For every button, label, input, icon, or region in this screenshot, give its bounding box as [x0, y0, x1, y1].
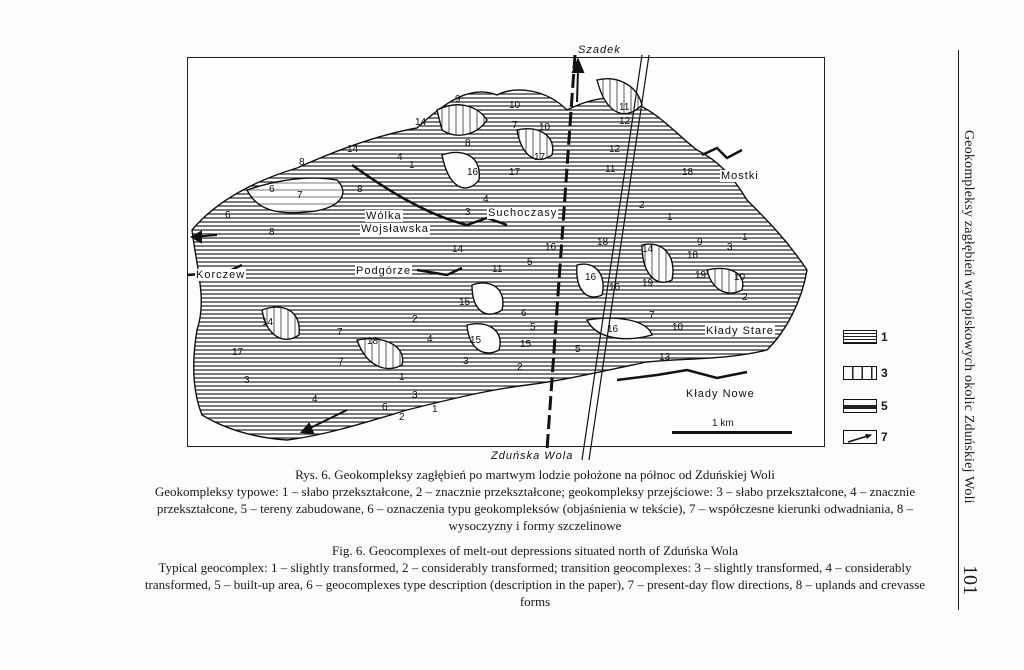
region-number: 8 [465, 138, 471, 149]
region-number: 16 [585, 272, 597, 283]
region-number: 16 [467, 167, 479, 178]
place-szadek: Szadek [578, 44, 621, 56]
region-number: 14 [452, 244, 464, 255]
legend-item-7 [843, 430, 903, 446]
region-number: 8 [269, 227, 275, 238]
region-number: 1 [742, 232, 748, 243]
region-number: 15 [470, 335, 482, 346]
region-number: 12 [609, 144, 621, 155]
caption-polish-body: Geokompleksy typowe: 1 – słabo przekształcone, 2 – znacznie przekształcone; geokompleksy przejściowe: 3 – słabo przekształcone, 4 – znacznie przekształcone, 5 – tereny zabudowane, 6 – oznaczenia typu geokompleksów (objaśnienia w tekście), 7 – współczesne kierunki odwadniania, 8 – wysoczyzny i formy szczelinowe [154, 484, 916, 533]
region-number: 4 [427, 334, 433, 345]
caption-polish [120, 466, 950, 534]
region-number: 2 [517, 362, 523, 373]
legend-swatch-1 [843, 330, 877, 344]
arrow-icon [844, 433, 875, 444]
region-number: 1 [409, 160, 415, 171]
place-podgorze: Podgórze [356, 265, 412, 277]
legend-label-7: 7 [881, 430, 888, 444]
region-number: 15 [459, 297, 471, 308]
region-number: 14 [262, 317, 274, 328]
region-number: 3 [244, 375, 250, 386]
place-zdunska-wola: Zduńska Wola [491, 450, 574, 462]
region-number: 10 [672, 322, 684, 333]
scale-bar-line [672, 431, 792, 434]
region-number: 7 [297, 190, 303, 201]
legend-swatch-3 [843, 366, 877, 380]
region-number: 11 [492, 264, 503, 275]
place-wolka: Wólka [366, 210, 402, 222]
region-number: 7 [512, 120, 518, 131]
region-number: 4 [483, 194, 489, 205]
region-number: 5 [530, 322, 536, 333]
region-number: 18 [687, 250, 699, 261]
region-number: 16 [607, 324, 619, 335]
region-number: 17 [534, 152, 546, 163]
region-number: 18 [682, 167, 694, 178]
region-number: 9 [455, 94, 461, 105]
place-korczew: Korczew [196, 269, 246, 281]
legend-label-1: 1 [881, 330, 888, 344]
caption-english-body: Typical geocomplex: 1 – slightly transformed, 2 – considerably transformed; transition geocomplexes: 3 – slightly transformed, 4 – considerably transformed, 5 – built-up area, 6 – geocomplexes type description (description in the paper), 7 – present-day flow directions, 8 – uplands and crevasse forms [144, 560, 926, 609]
region-number: 4 [312, 394, 318, 405]
scale-label: 1 km [712, 418, 734, 429]
region-number: 1 [432, 404, 438, 415]
running-head: Geokompleksy zagłębień wytopiskowych okolic Zduńskiej Woli [961, 130, 976, 504]
legend-label-5: 5 [881, 399, 888, 413]
caption-english-title: Fig. 6. Geocomplexes of melt-out depressions situated north of Zduńska Wola [332, 543, 738, 558]
region-number: 7 [338, 357, 344, 368]
region-number: 14 [415, 117, 427, 128]
region-number: 13 [659, 352, 671, 363]
region-number: 3 [412, 390, 418, 401]
region-number: 16 [545, 242, 557, 253]
region-number: 3 [463, 356, 469, 367]
region-number: 6 [269, 184, 275, 195]
legend-label-3: 3 [881, 366, 888, 380]
region-number: 1 [667, 212, 673, 223]
place-klady-nowe: Kłady Nowe [686, 388, 755, 400]
region-number: 18 [597, 237, 609, 248]
legend-item-3 [843, 366, 903, 382]
region-number: 17 [232, 347, 244, 358]
region-number: 12 [619, 116, 631, 127]
region-number: 14 [347, 144, 359, 155]
region-number: 15 [520, 339, 532, 350]
scale-bar [672, 418, 792, 436]
place-wojslawska: Wojsławska [361, 223, 429, 235]
region-number: 10 [539, 122, 551, 133]
region-number: 5 [575, 344, 581, 355]
place-mostki: Mostki [721, 170, 759, 182]
region-number: 3 [727, 242, 733, 253]
region-number: 7 [337, 327, 343, 338]
region-number: 11 [619, 102, 630, 113]
region-number: 2 [412, 314, 418, 325]
region-number: 19 [695, 270, 707, 281]
region-number: 10 [734, 272, 746, 283]
region-number: 2 [742, 292, 748, 303]
region-number: 16 [609, 282, 621, 293]
legend-swatch-7 [843, 430, 877, 444]
region-number: 6 [382, 402, 388, 413]
region-number: 11 [605, 164, 616, 175]
legend-item-1 [843, 330, 903, 346]
region-number: 19 [642, 278, 654, 289]
place-suchoczasy: Suchoczasy [488, 207, 558, 219]
geocomplex-areas [192, 79, 807, 440]
legend-swatch-5 [843, 399, 877, 413]
region-number: 9 [697, 237, 703, 248]
region-number: 8 [357, 184, 363, 195]
region-number: 10 [509, 100, 521, 111]
caption-english [120, 542, 950, 610]
region-number: 3 [465, 207, 471, 218]
region-number: 5 [527, 257, 533, 268]
place-klady-stare: Kłady Stare [706, 325, 774, 337]
region-number: 2 [399, 412, 405, 423]
region-number: 6 [521, 308, 527, 319]
caption-polish-title: Rys. 6. Geokompleksy zagłębień po martwym lodzie położone na północ od Zduńskiej Woli [295, 467, 775, 482]
region-number: 4 [397, 152, 403, 163]
region-number: 1 [399, 372, 405, 383]
region-number: 18 [367, 336, 379, 347]
legend-item-5 [843, 399, 903, 415]
region-number: 7 [649, 310, 655, 321]
region-number: 17 [509, 167, 521, 178]
region-number: 8 [299, 157, 305, 168]
region-number: 6 [225, 210, 231, 221]
region-number: 14 [642, 244, 654, 255]
region-number: 2 [639, 200, 645, 211]
page-number: 101 [959, 565, 981, 595]
